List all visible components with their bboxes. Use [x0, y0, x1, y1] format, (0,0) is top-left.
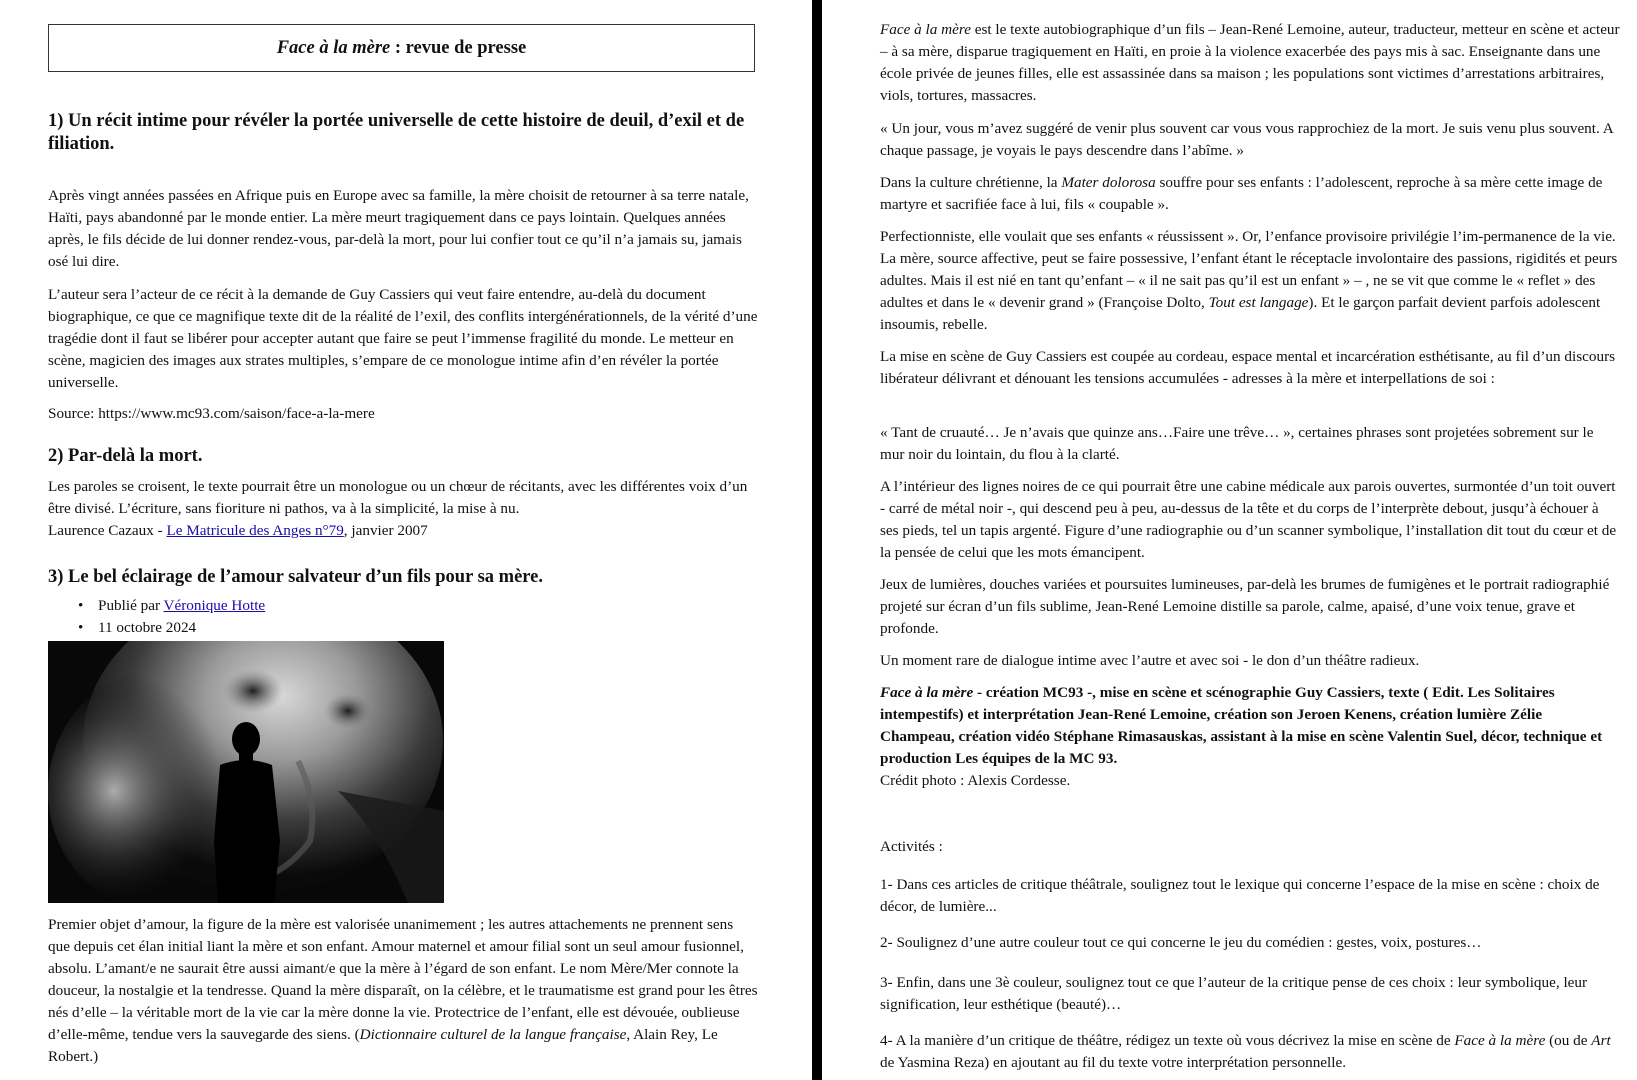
section-2-citation: [48, 520, 758, 542]
activity-4-play-1: Face à la mère: [1454, 1032, 1546, 1049]
right-paragraph-3: [880, 172, 1620, 216]
right-paragraph-4: [880, 226, 1620, 336]
right-paragraph-4-b: ). Et le garçon parfait devient parfois adolescent insoumis, rebelle.: [880, 294, 1601, 333]
dolto-title: Tout est langage: [1208, 294, 1309, 311]
section-3-text-a: Premier objet d’amour, la figure de la mère est valorisée unanimement ; les autres attachements ne prennent sens que depuis cet élan initial liant la mère et son enfant. Amour maternel et amour filial sont un seul amour fusionnel, absolu. L’amant/e ne saurait être aussi aimant/e que la mère à l’égard de son enfant. Le nom Mère/Mer connote la douceur, la nostalgie et la tendresse. Quand la mère disparaît, on la célèbre, et le traumatisme est grand pour les êtres nés d’elle – la véritable mort de la vie car la mère donne la vie. Protectrice de l’enfant, elle est dévouée, oublieuse d’elle-même, tendue vers la sauvegarde des siens. (: [48, 916, 758, 1043]
publish-date: 11 octobre 2024: [98, 619, 197, 636]
section-1-heading: 1) Un récit intime pour révéler la portée universelle de cette histoire de deuil, d’exil et de filiation.: [48, 111, 745, 154]
dictionary-title: Dictionnaire culturel de la langue française: [359, 1026, 627, 1043]
page-divider: [812, 0, 822, 1080]
credits-play-title: Face à la mère: [880, 684, 974, 701]
right-paragraph-7: A l’intérieur des lignes noires de ce qui pourrait être une cabine médicale aux parois ouvertes, surmontée d’un toit ouvert - carré de métal noir -, qui descend peu à peu, au-dessus de la tête et du corps de l’interprète debout, jusqu’à échouer à ses pieds, tel un tapis argenté. Figure d’une radiographie ou d’un scanner symbolique, l’installation dit tout du cœur et de la pensée de celui que les mots émancipent.: [880, 478, 1617, 561]
section-2-paragraph: Les paroles se croisent, le texte pourrait être un monologue ou un chœur de récitants, avec les différentes voix d’un être divisé. L’écriture, sans fioriture ni pathos, va à la simplicité, la mise à nu.: [48, 478, 748, 517]
activity-1: 1- Dans ces articles de critique théâtrale, soulignez tout le lexique qui concerne l’espace de la mise en scène : choix de décor, de lumière...: [880, 876, 1600, 915]
citation-author: Laurence Cazaux -: [48, 522, 167, 539]
right-paragraph-8: Jeux de lumières, douches variées et poursuites lumineuses, par-delà les brumes de fumigènes et le portrait radiographié projeté sur écran d’un fils sublime, Jean-René Lemoine distille sa parole, calme, apaisé, d’une voix tenue, grave et profonde.: [880, 576, 1610, 637]
matricule-link[interactable]: Le Matricule des Anges n°79: [166, 522, 344, 539]
play-title: Face à la mère: [880, 21, 971, 38]
mater-dolorosa: Mater dolorosa: [1061, 174, 1156, 191]
right-paragraph-5: La mise en scène de Guy Cassiers est coupée au cordeau, espace mental et incarcération esthétisante, au fil d’un discours libérateur délivrant et dénouant les tensions accumulées - adresses à la mère et interpellations de soi :: [880, 348, 1616, 387]
photo-credit: Crédit photo : Alexis Cordesse.: [880, 772, 1071, 789]
right-quote-1: « Un jour, vous m’avez suggéré de venir plus souvent car vous vous rapprochiez de la mort. Je suis venu plus souvent. A chaque passage, je voyais le pays descendre dans l’abîme. »: [880, 120, 1613, 159]
activities-label: Activités :: [880, 838, 943, 855]
activity-4-c: de Yasmina Reza) en ajoutant au fil du texte votre interprétation personnelle.: [880, 1054, 1347, 1071]
activity-4-b: (ou de: [1545, 1032, 1592, 1049]
section-1-paragraph-2: L’auteur sera l’acteur de ce récit à la demande de Guy Cassiers qui veut faire entendre, au-delà du document biographique, ce que ce magnifique texte dit de la réalité de l’exil, des conflits intergénérationnels, de la vérité d’une tragédie dont il faut se libérer pour accepter autant que faire se peut l’immense fragilité du monde. Le metteur en scène, magicien des images aux strates multiples, s’empare de ce monologue intime afin d’en révéler la portée universelle.: [48, 286, 758, 391]
section-2-heading: 2) Par-delà la mort.: [48, 446, 203, 466]
right-paragraph-3-a: Dans la culture chrétienne, la: [880, 174, 1062, 191]
section-3-text-b: , Alain Rey, Le Robert.): [48, 1026, 718, 1065]
published-prefix: Publié par: [98, 597, 164, 614]
right-quote-2: « Tant de cruauté… Je n’avais que quinze ans…Faire une trêve… », certaines phrases sont projetées sobrement sur le mur noir du lointain, du flou à la clarté.: [880, 424, 1594, 463]
list-item: [78, 617, 265, 639]
activity-4-a: 4- A la manière d’un critique de théâtre, rédigez un texte où vous décrivez la mise en scène de: [880, 1032, 1455, 1049]
right-paragraph-4-a: Perfectionniste, elle voulait que ses enfants « réussissent ». Or, l’enfance provisoire privilégie l’im-permanence de la vie. La mère, source affective, peut se faire possessive, l’enfant étant le réceptacle involontaire des passions, rigidités et peurs adultes. Mais il est nié en tant qu’enfant – « il ne sait pas qu’il est un enfant » – , ne se vit que comme le « reflet » des adultes et dans le « devenir grand » (Françoise Dolto,: [880, 228, 1618, 311]
article-meta-list: [78, 595, 265, 639]
section-1-source: Source: https://www.mc93.com/saison/face-a-la-mere: [48, 405, 375, 422]
left-page: [0, 0, 812, 1080]
title-italic: Face à la mère: [276, 37, 391, 58]
right-page: [822, 0, 1637, 1080]
author-link[interactable]: Véronique Hotte: [163, 597, 266, 614]
stage-photo-illustration: [48, 641, 444, 903]
title-rest: : revue de presse: [390, 37, 527, 58]
activity-2: 2- Soulignez d’une autre couleur tout ce qui concerne le jeu du comédien : gestes, voix, postures…: [880, 934, 1482, 951]
page-title: [48, 24, 755, 72]
section-1-paragraph-1: Après vingt années passées en Afrique puis en Europe avec sa famille, la mère choisit de retourner à sa terre natale, Haïti, pays abandonné par le monde entier. La mère meurt tragiquement dans ce pays lointain. Quelques années après, le fils décide de lui donner rendez-vous, par-delà la mort, pour lui confier tout ce qu’il n’a jamais su, jamais osé lui dire.: [48, 187, 749, 270]
section-3-paragraph: [48, 914, 758, 1068]
citation-date: , janvier 2007: [343, 522, 428, 539]
stage-photo: [48, 641, 444, 903]
credits-paragraph: [880, 682, 1620, 770]
list-item: [78, 595, 265, 617]
right-paragraph-3-b: souffre pour ses enfants : l’adolescent, reproche à sa mère cette image de martyre et sacrifiée face à lui, fils « coupable ».: [880, 174, 1603, 213]
section-3-heading: 3) Le bel éclairage de l’amour salvateur d’un fils pour sa mère.: [48, 567, 544, 587]
right-paragraph-1-text: est le texte autobiographique d’un fils – Jean-René Lemoine, auteur, traducteur, metteur en scène et acteur – à sa mère, disparue tragiquement en Haïti, en proie à la violence exacerbée des pays mis à sac. Enseignante dans une école privée de jeunes filles, elle est assassinée dans sa maison ; les populations sont victimes d’arrestations arbitraires, viols, tortures, massacres.: [880, 21, 1620, 104]
activity-3: 3- Enfin, dans une 3è couleur, soulignez tout ce que l’auteur de la critique pense de ces choix : leur symbolique, leur signification, leur esthétique (beauté)…: [880, 974, 1588, 1013]
activity-4: [880, 1030, 1620, 1074]
credits-text: - création MC93 -, mise en scène et scénographie Guy Cassiers, texte ( Edit. Les Solitaires intempestifs) et interprétation Jean-René Lemoine, création son Jeroen Kenens, création lumière Zélie Champeau, création vidéo Stéphane Rimasauskas, assistant à la mise en scène Valentin Suel, décor, technique et production Les équipes de la MC 93.: [880, 684, 1603, 767]
right-paragraph-9: Un moment rare de dialogue intime avec l’autre et avec soi - le don d’un théâtre radieux.: [880, 652, 1420, 669]
right-paragraph-1: [880, 19, 1620, 107]
activity-4-play-2: Art: [1591, 1032, 1611, 1049]
